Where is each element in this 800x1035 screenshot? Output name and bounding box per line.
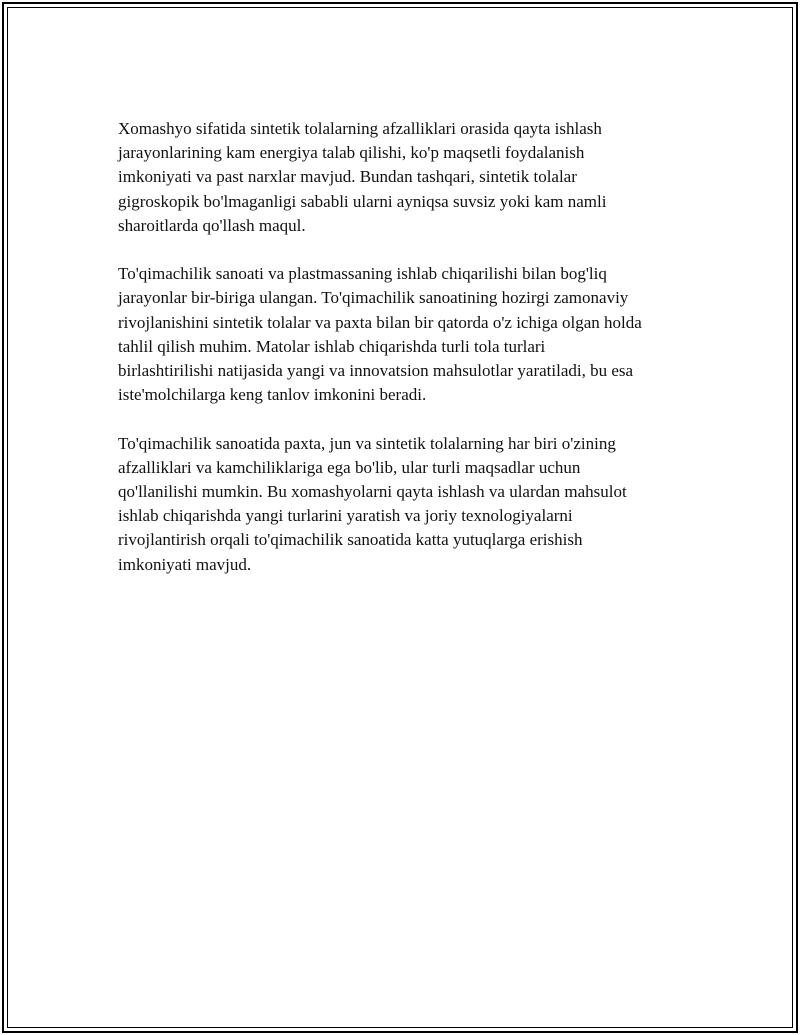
text-line: jarayonlar bir-biriga ulangan. To'qimachilik sanoatining hozirgi zamonaviy <box>118 288 629 308</box>
paragraph-1 <box>118 117 718 238</box>
text-line: imkoniyati mavjud. <box>118 554 252 574</box>
text-line: To'qimachilik sanoati va plastmassaning ishlab chiqarilishi bilan bog'liq <box>118 264 607 284</box>
text-line: To'qimachilik sanoatida paxta, jun va sintetik tolalarning har biri o'zining <box>118 433 616 453</box>
text-line: qo'llanilishi mumkin. Bu xomashyolarni qayta ishlash va ulardan mahsulot <box>118 482 627 502</box>
text-line: ishlab chiqarishda yangi turlarini yaratish va joriy texnologiyalarni <box>118 506 573 526</box>
text-line: jarayonlarining kam energiya talab qilishi, ko'p maqsetli foydalanish <box>118 143 585 163</box>
text-line: Xomashyo sifatida sintetik tolalarning afzalliklari orasida qayta ishlash <box>118 119 602 138</box>
text-line: sharoitlarda qo'llash maqul. <box>118 215 306 235</box>
text-line: gigroskopik bo'lmaganligi sababli ularni ayniqsa suvsiz yoki kam namli <box>118 191 607 211</box>
paragraph-3 <box>118 432 718 577</box>
text-line: rivojlantirish orqali to'qimachilik sanoatida katta yutuqlarga erishish <box>118 530 583 550</box>
text-line: afzalliklari va kamchiliklariga ega bo'lib, ular turli maqsadlar uchun <box>118 457 581 477</box>
text-line: tahlil qilish muhim. Matolar ishlab chiqarishda turli tola turlari <box>118 336 546 356</box>
document-body <box>118 117 718 601</box>
text-line: rivojlanishini sintetik tolalar va paxta bilan bir qatorda o'z ichiga olgan holda <box>118 312 642 332</box>
text-line: birlashtirilishi natijasida yangi va innovatsion mahsulotlar yaratiladi, bu esa <box>118 361 634 381</box>
text-line: imkoniyati va past narxlar mavjud. Bundan tashqari, sintetik tolalar <box>118 167 577 187</box>
paragraph-2 <box>118 262 718 407</box>
text-line: iste'molchilarga keng tanlov imkonini beradi. <box>118 385 427 405</box>
